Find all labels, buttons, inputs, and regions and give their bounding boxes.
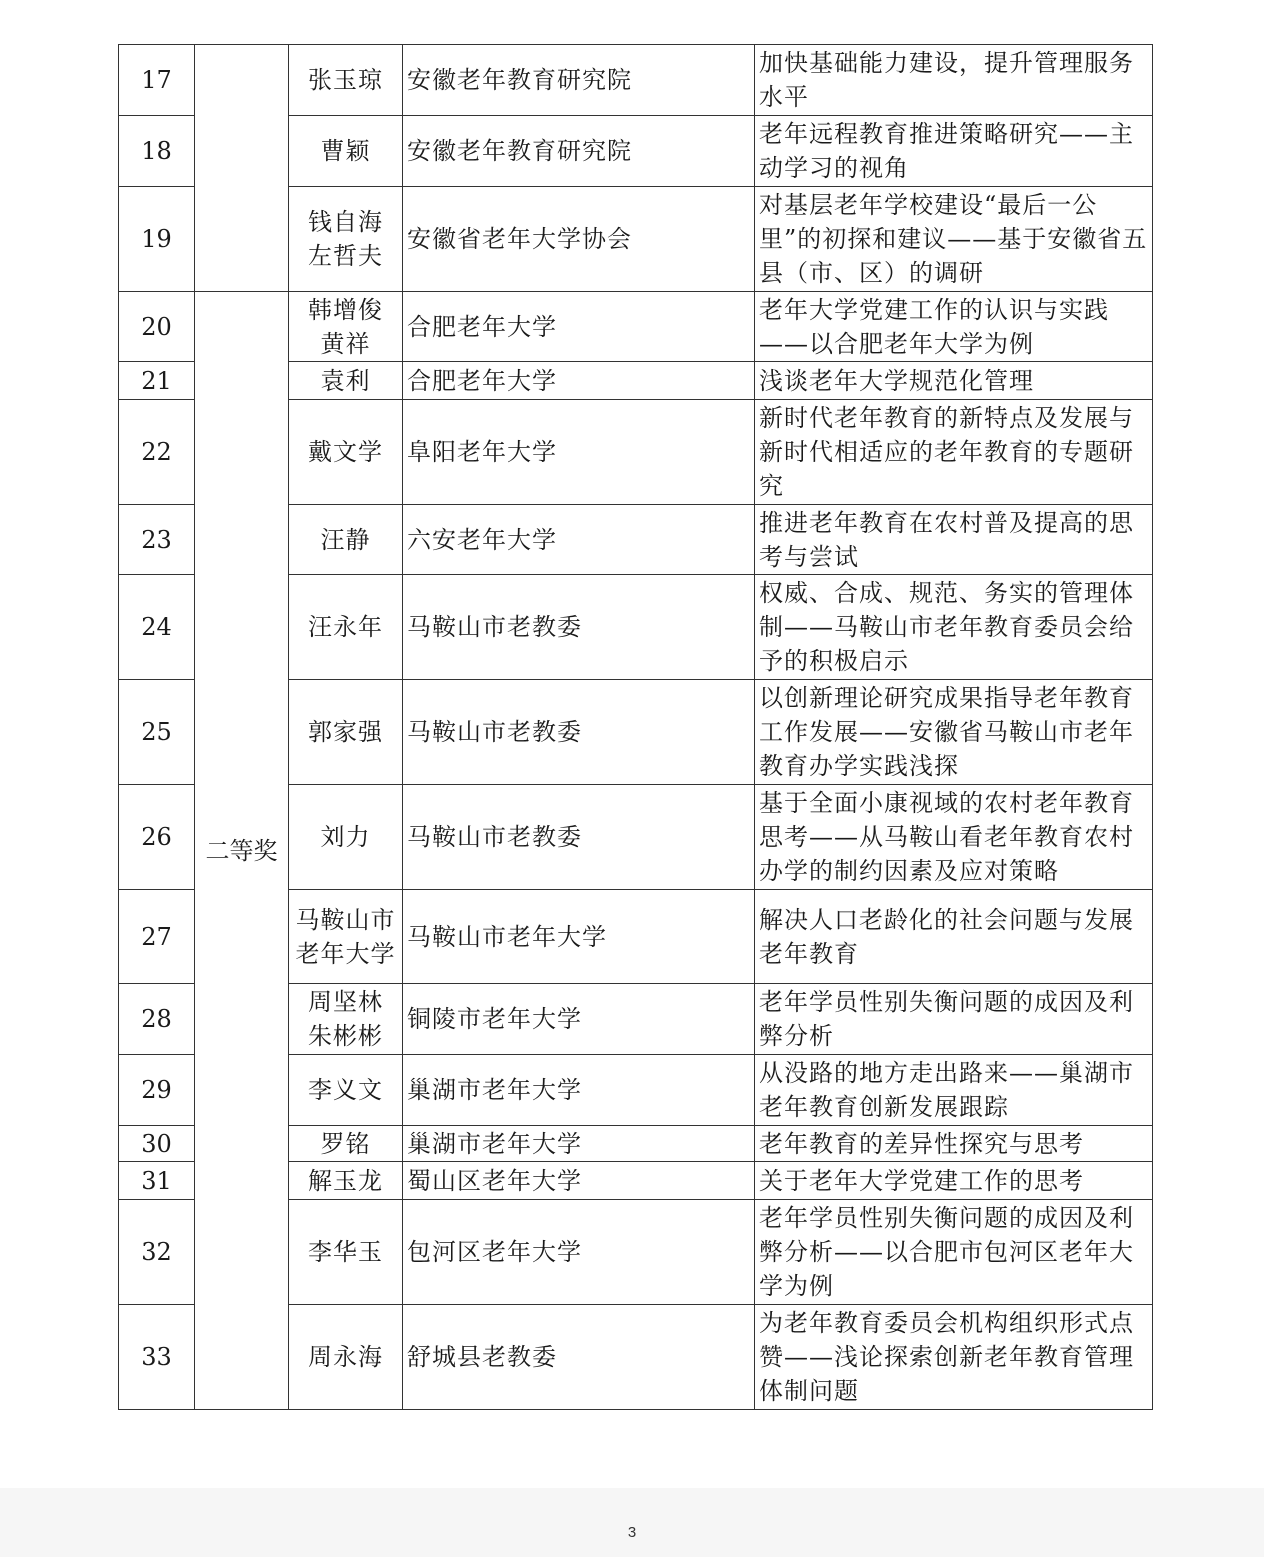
author-name-cell [289, 1055, 403, 1126]
row-number: 24 [119, 575, 195, 680]
paper-title-cell: 加快基础能力建设，提升管理服务水平 [755, 45, 1153, 116]
paper-title-cell: 推进老年教育在农村普及提高的思考与尝试 [755, 505, 1153, 575]
author-name: 郭家强 [308, 718, 383, 746]
paper-title-cell: 老年大学党建工作的认识与实践——以合肥老年大学为例 [755, 292, 1153, 362]
organization-cell: 巢湖市老年大学 [403, 1126, 755, 1162]
author-name-cell [289, 187, 403, 292]
row-number: 27 [119, 890, 195, 984]
row-number: 32 [119, 1200, 195, 1305]
paper-title-cell: 为老年教育委员会机构组织形式点赞——浅论探索创新老年教育管理体制问题 [755, 1305, 1153, 1410]
organization-cell: 铜陵市老年大学 [403, 984, 755, 1055]
paper-title-cell: 老年学员性别失衡问题的成因及利弊分析——以合肥市包河区老年大学为例 [755, 1200, 1153, 1305]
paper-title-cell: 权威、合成、规范、务实的管理体制——马鞍山市老年教育委员会给予的积极启示 [755, 575, 1153, 680]
author-name-cell [289, 1200, 403, 1305]
author-name: 汪永年 [308, 613, 383, 641]
author-name: 罗铭 [320, 1129, 371, 1158]
organization-cell: 马鞍山市老年大学 [403, 890, 755, 984]
table-row [119, 292, 1153, 362]
paper-title-cell: 对基层老年学校建设“最后一公里”的初探和建议——基于安徽省五县（市、区）的调研 [755, 187, 1153, 292]
row-number: 20 [119, 292, 195, 362]
award-table [118, 44, 1153, 1410]
organization-cell: 六安老年大学 [403, 505, 755, 575]
row-number: 17 [119, 45, 195, 116]
organization-cell: 巢湖市老年大学 [403, 1055, 755, 1126]
author-name-cell [289, 785, 403, 890]
author-name: 袁利 [320, 366, 371, 395]
organization-cell: 安徽老年教育研究院 [403, 45, 755, 116]
organization-cell: 马鞍山市老教委 [403, 785, 755, 890]
author-name: 戴文学 [308, 438, 383, 466]
author-name-cell [289, 292, 403, 362]
author-name: 张玉琼 [308, 66, 383, 94]
row-number: 31 [119, 1162, 195, 1200]
row-number: 25 [119, 680, 195, 785]
paper-title-cell: 浅谈老年大学规范化管理 [755, 362, 1153, 400]
award-cell-previous-group [195, 45, 289, 292]
author-name: 钱自海 [308, 208, 383, 236]
author-name: 左哲夫 [308, 242, 383, 270]
paper-title-cell: 老年远程教育推进策略研究——主动学习的视角 [755, 116, 1153, 187]
author-name: 周永海 [308, 1343, 383, 1371]
author-name: 老年大学 [295, 939, 396, 968]
author-name-cell [289, 45, 403, 116]
row-number: 21 [119, 362, 195, 400]
author-name-cell [289, 680, 403, 785]
author-name: 朱彬彬 [308, 1022, 383, 1050]
author-name: 黄祥 [320, 329, 371, 358]
row-number: 22 [119, 400, 195, 505]
paper-title-cell: 老年教育的差异性探究与思考 [755, 1126, 1153, 1162]
author-name-cell [289, 1126, 403, 1162]
row-number: 30 [119, 1126, 195, 1162]
author-name: 马鞍山市 [295, 905, 396, 934]
row-number: 23 [119, 505, 195, 575]
author-name-cell [289, 575, 403, 680]
author-name: 汪静 [320, 525, 371, 554]
author-name-cell [289, 1305, 403, 1410]
author-name: 曹颖 [320, 137, 371, 165]
paper-title-cell: 从没路的地方走出路来——巢湖市老年教育创新发展跟踪 [755, 1055, 1153, 1126]
organization-cell: 阜阳老年大学 [403, 400, 755, 505]
paper-title-cell: 老年学员性别失衡问题的成因及利弊分析 [755, 984, 1153, 1055]
author-name-cell [289, 1162, 403, 1200]
author-name: 韩增俊 [308, 295, 383, 324]
organization-cell: 安徽老年教育研究院 [403, 116, 755, 187]
row-number: 28 [119, 984, 195, 1055]
organization-cell: 安徽省老年大学协会 [403, 187, 755, 292]
author-name: 李华玉 [308, 1238, 383, 1266]
paper-title-cell: 关于老年大学党建工作的思考 [755, 1162, 1153, 1200]
organization-cell: 马鞍山市老教委 [403, 575, 755, 680]
award-level-cell: 二等奖 [195, 292, 289, 1410]
organization-cell: 舒城县老教委 [403, 1305, 755, 1410]
table-row [119, 45, 1153, 116]
author-name: 刘力 [320, 823, 371, 851]
row-number: 33 [119, 1305, 195, 1410]
award-table-body [119, 45, 1153, 1410]
page-footer-band [0, 1488, 1264, 1557]
author-name-cell [289, 505, 403, 575]
page-number: 3 [627, 1524, 637, 1541]
paper-title-cell: 以创新理论研究成果指导老年教育工作发展——安徽省马鞍山市老年教育办学实践浅探 [755, 680, 1153, 785]
organization-cell: 马鞍山市老教委 [403, 680, 755, 785]
organization-cell: 合肥老年大学 [403, 292, 755, 362]
paper-title-cell: 新时代老年教育的新特点及发展与新时代相适应的老年教育的专题研究 [755, 400, 1153, 505]
author-name-cell [289, 400, 403, 505]
author-name: 解玉龙 [308, 1166, 383, 1195]
organization-cell: 合肥老年大学 [403, 362, 755, 400]
paper-title-cell: 解决人口老龄化的社会问题与发展老年教育 [755, 890, 1153, 984]
author-name-cell [289, 890, 403, 984]
row-number: 26 [119, 785, 195, 890]
author-name-cell [289, 116, 403, 187]
author-name-cell [289, 362, 403, 400]
organization-cell: 包河区老年大学 [403, 1200, 755, 1305]
author-name-cell [289, 984, 403, 1055]
organization-cell: 蜀山区老年大学 [403, 1162, 755, 1200]
row-number: 19 [119, 187, 195, 292]
author-name: 周坚林 [308, 988, 383, 1016]
author-name: 李义文 [308, 1076, 383, 1104]
row-number: 29 [119, 1055, 195, 1126]
paper-title-cell: 基于全面小康视域的农村老年教育思考——从马鞍山看老年教育农村办学的制约因素及应对策略 [755, 785, 1153, 890]
row-number: 18 [119, 116, 195, 187]
